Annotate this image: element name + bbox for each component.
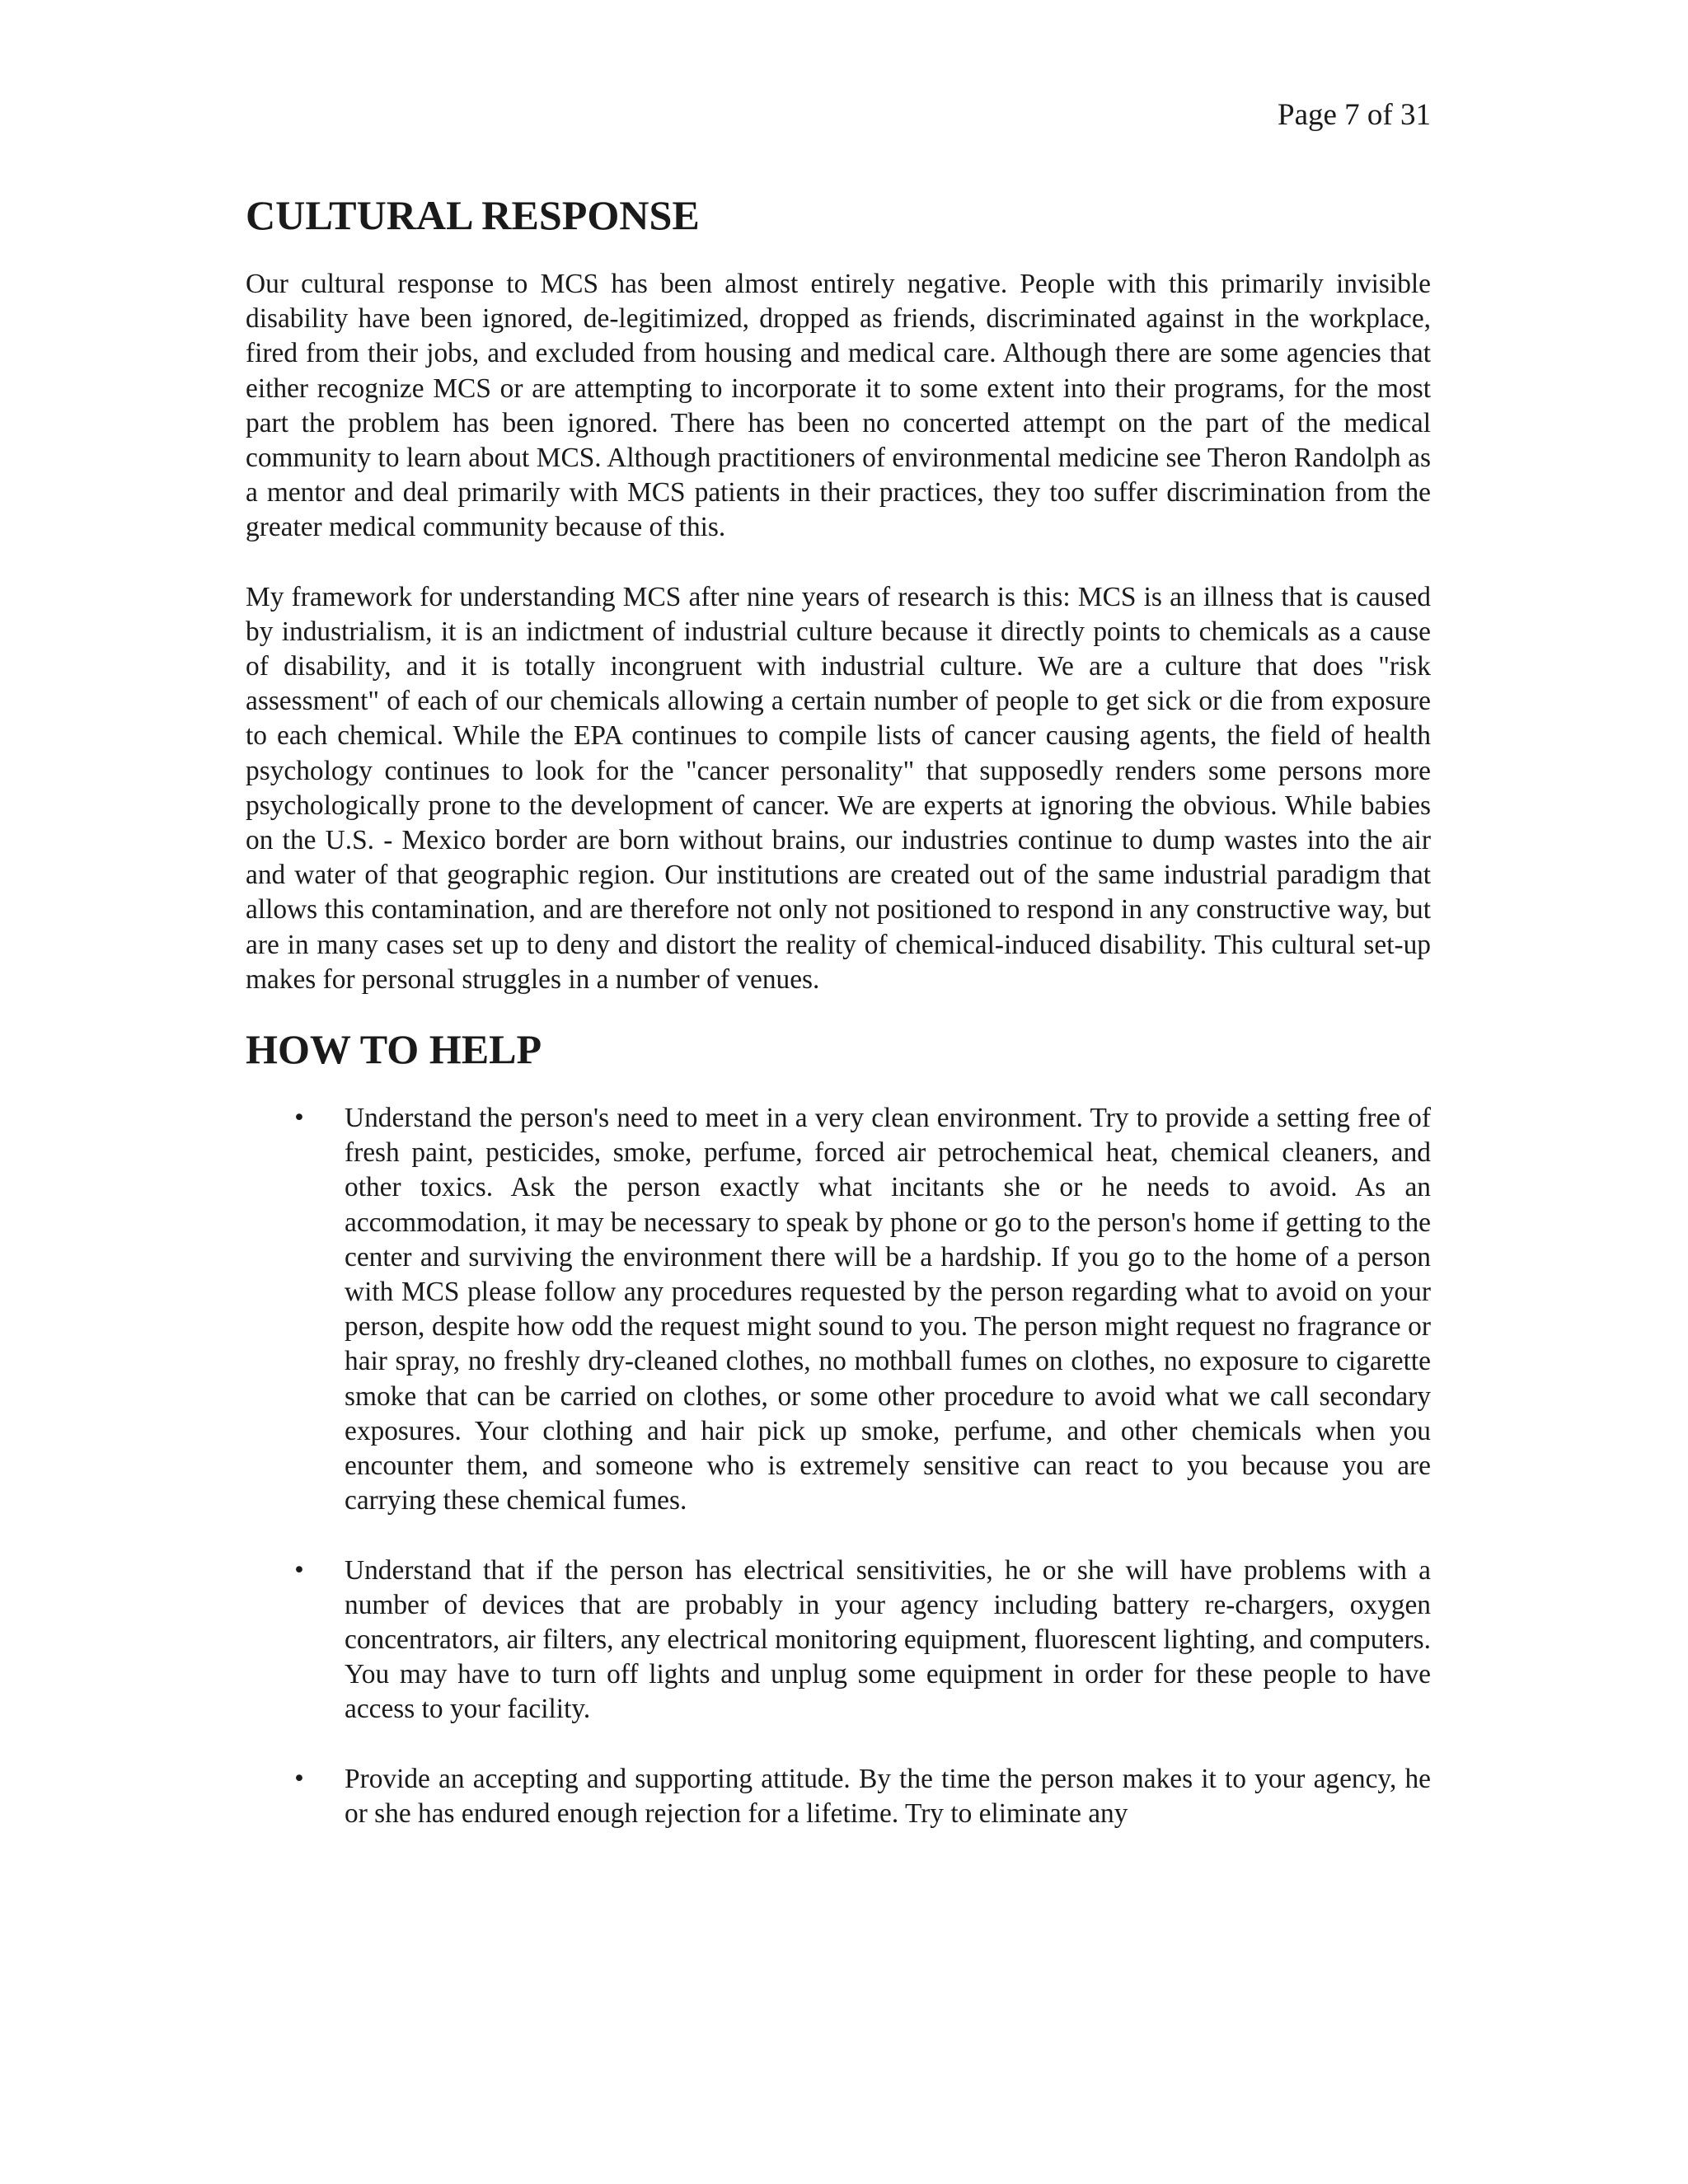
list-item [246, 1554, 1431, 1727]
section-heading-how-to-help: HOW TO HELP [246, 1026, 542, 1073]
list-item-text: Provide an accepting and supporting attitude. By the time the person makes it to your agency, he or she has endured enough rejection for a lifetime. Try to eliminate any [345, 1763, 1431, 1829]
list-item-text: Understand the person's need to meet in a very clean environment. Try to provide a setting free of fresh paint, pesticides, smoke, perfume, forced air petrochemical heat, chemical cleaners, and other toxics. Ask the person exactly what incitants she or he needs to avoid. As an accommodation, it may be necessary to speak by phone or go to the person's home if getting to the center and surviving the environment there will be a hardship. If you go to the home of a person with MCS please follow any procedures requested by the person regarding what to avoid on your person, despite how odd the request might sound to you. The person might request no fragrance or hair spray, no freshly dry-cleaned clothes, no mothball fumes on clothes, no exposure to cigarette smoke that can be carried on clothes, or some other procedure to avoid what we call secondary exposures. Your clothing and hair pick up smoke, perfume, and other chemicals when you encounter them, and someone who is extremely sensitive can react to you because you are carrying these chemical fumes. [345, 1103, 1431, 1516]
how-to-help-list [246, 1101, 1431, 1831]
list-item [246, 1762, 1431, 1831]
paragraph-cultural-response: Our cultural response to MCS has been almost entirely negative. People with this primarily invisible disability have been ignored, de-legitimized, dropped as friends, discriminated against in the workplace, fired from their jobs, and excluded from housing and medical care. Although there are some agencies that either recognize MCS or are attempting to incorporate it to some extent into their programs, for the most part the problem has been ignored. There has been no concerted attempt on the part of the medical community to learn about MCS. Although practitioners of environmental medicine see Theron Randolph as a mentor and deal primarily with MCS patients in their practices, they too suffer discrimination from the greater medical community because of this. [246, 269, 1431, 543]
bullet-icon: • [293, 1557, 306, 1583]
paragraph-framework: My framework for understanding MCS after nine years of research is this: MCS is an illness that is caused by industrialism, it is an indictment of industrial culture because it directly points to chemicals as a cause of disability, and it is totally incongruent with industrial culture. We are a culture that does "risk assessment" of each of our chemicals allowing a certain number of people to get sick or die from exposure to each chemical. While the EPA continues to compile lists of cancer causing agents, the field of health psychology continues to look for the "cancer personality" that supposedly renders some persons more psychologically prone to the development of cancer. We are experts at ignoring the obvious. While babies on the U.S. - Mexico border are born without brains, our industries continue to dump wastes into the air and water of that geographic region. Our institutions are created out of the same industrial paradigm that allows this contamination, and are therefore not only not positioned to respond in any constructive way, but are in many cases set up to deny and distort the reality of chemical-induced disability. This cultural set-up makes for personal struggles in a number of venues. [246, 581, 1431, 995]
bullet-icon: • [293, 1105, 306, 1132]
list-item-text: Understand that if the person has electrical sensitivities, he or she will have problems with a number of devices that are probably in your agency including battery re-chargers, oxygen concentrators, air filters, any electrical monitoring equipment, fluorescent lighting, and computers. You may have to turn off lights and unplug some equipment in order for these people to have access to your facility. [345, 1554, 1431, 1725]
bullet-icon: • [293, 1765, 306, 1792]
list-item [246, 1101, 1431, 1518]
page-number: Page 7 of 31 [1278, 98, 1431, 132]
document-body [246, 192, 1431, 1866]
section-heading-cultural-response: CULTURAL RESPONSE [246, 192, 700, 238]
